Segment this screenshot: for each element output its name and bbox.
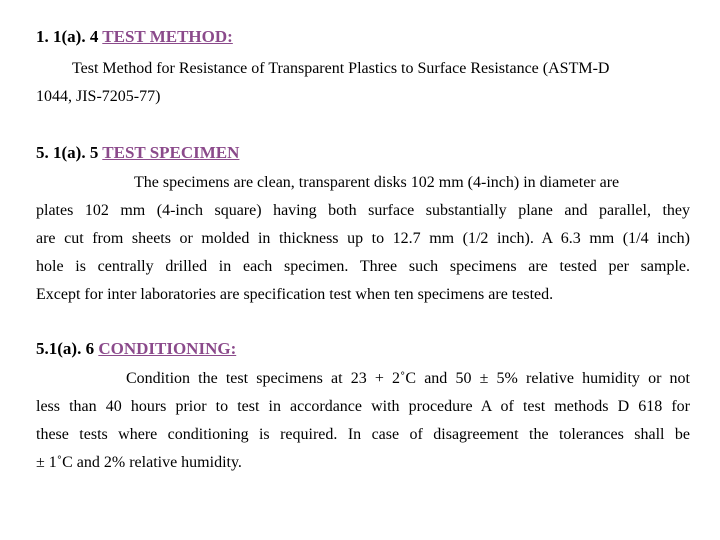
paragraph-line: are cut from sheets or molded in thickness up to 12.7 mm (1/2 inch). A 6.3 mm (1/4 inch) (36, 230, 690, 247)
paragraph-line: ± 1˚C and 2% relative humidity. (36, 454, 242, 471)
paragraph-line: less than 40 hours prior to test in accordance with procedure A of test methods D 618 for (36, 398, 690, 415)
paragraph-line: The specimens are clean, transparent disks 102 mm (4-inch) in diameter are (134, 174, 620, 191)
paragraph-line: 1044, JIS-7205-77) (36, 88, 161, 105)
paragraph-line: plates 102 mm (4-inch square) having both surface substantially plane and parallel, they (36, 202, 690, 219)
paragraph-line: these tests where conditioning is required. In case of disagreement the tolerances shall be (36, 426, 690, 443)
paragraph-line: Except for inter laboratories are specification test when ten specimens are tested. (36, 286, 554, 303)
section-title: CONDITIONING: (98, 339, 237, 358)
section-heading-conditioning (36, 339, 236, 359)
paragraph-line: Condition the test specimens at 23 + 2˚C and 50 ± 5% relative humidity or not (126, 370, 690, 387)
section-number: 1. 1(a). 4 (36, 27, 99, 46)
paragraph-line: Test Method for Resistance of Transparent Plastics to Surface Resistance (ASTM-D (72, 60, 610, 77)
section-number: 5.1(a). 6 (36, 339, 95, 358)
section-title: TEST SPECIMEN (102, 143, 240, 162)
paragraph-line: hole is centrally drilled in each specimen. Three such specimens are tested per sample. (36, 258, 690, 275)
section-heading-test-specimen (36, 143, 239, 163)
section-number: 5. 1(a). 5 (36, 143, 99, 162)
section-heading-test-method (36, 27, 233, 47)
section-title: TEST METHOD: (102, 27, 233, 46)
